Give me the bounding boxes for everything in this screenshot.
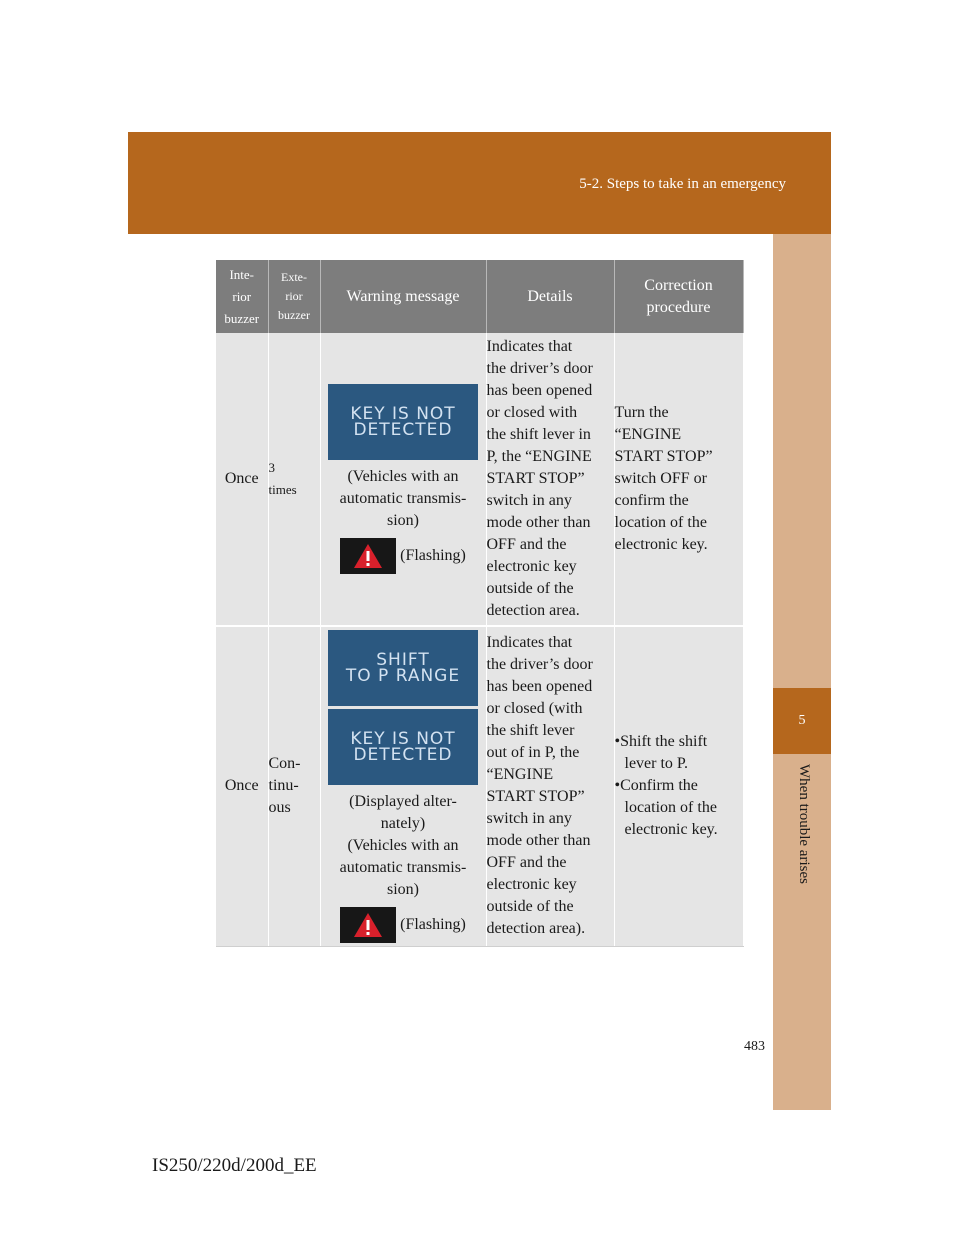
display-screen-key-not-detected [328,384,478,460]
header-line: procedure [646,298,711,316]
page-number: 483 [744,1039,765,1054]
vehicle-note [340,791,467,901]
detail-line: switch in any [486,492,572,509]
details-cell [486,626,614,946]
correction-line: “ENGINE [614,426,682,443]
header-warning-message: Warning message [320,260,486,333]
detail-line: outside of the [486,580,574,597]
screen-line: SHIFT [376,649,430,670]
warning-triangle-icon [340,538,396,574]
header-line: rior [285,289,303,303]
detail-line: electronic key [486,876,577,894]
detail-line: outside of the [486,898,574,916]
correction-cell [614,333,743,626]
header-line: Correction [644,276,713,294]
bullet-mark: • [614,733,621,751]
detail-line: detection area. [486,602,580,619]
correction-bullet-item [615,731,743,775]
detail-line: electronic key [486,558,577,575]
screen-line: TO P RANGE [345,665,461,686]
detail-line: has been opened [486,382,593,399]
note-line: automatic transmis- [339,858,467,876]
chapter-number[interactable]: 5 [773,688,831,754]
exterior-buzzer-cell [268,626,320,946]
note-line: automatic transmis- [339,490,467,507]
header-exterior-buzzer [268,260,320,333]
correction-line: location of the [624,799,717,817]
detail-line: the driver’s door [486,656,593,674]
header-line: buzzer [224,310,260,326]
detail-line: or closed with [486,404,578,421]
detail-line: OFF and the [486,854,567,872]
header-band [128,132,831,234]
header-line: Exte- [281,270,307,284]
details-cell [486,333,614,626]
detail-line: Indicates that [486,338,573,355]
warning-message-cell [320,626,486,946]
section-title: 5-2. Steps to take in an emergency [579,176,786,192]
bullet-mark: • [614,777,621,795]
correction-bullet-item [615,775,743,841]
exterior-buzzer-cell [268,333,320,626]
detail-line: the shift lever in [486,426,591,443]
header-line: buzzer [278,308,310,322]
display-screen-shift-to-p [328,630,478,706]
warning-table [216,260,744,947]
correction-line: Confirm the [620,777,698,795]
header-correction [614,260,743,333]
correction-line: electronic key. [624,821,718,839]
header-line: Inte- [229,266,255,282]
screen-line: KEY IS NOT [350,728,456,749]
correction-line: lever to P. [624,755,689,773]
interior-buzzer-cell: Once [216,626,268,946]
chapter-title: When trouble arises [796,764,812,884]
detail-line: the shift lever [486,722,575,740]
note-line: nately) [380,814,426,832]
warning-message-cell [320,333,486,626]
side-tab [773,234,831,1110]
detail-line: out of in P, the [486,744,580,762]
screen-line: DETECTED [353,744,453,765]
cell-line: ous [268,799,291,817]
correction-line: electronic key. [614,536,708,553]
note-line: (Vehicles with an [347,836,459,854]
interior-buzzer-cell: Once [216,333,268,626]
table-header-row [216,260,743,333]
correction-line: location of the [614,514,707,531]
note-line: sion) [386,880,419,898]
screen-line: DETECTED [353,420,453,440]
detail-line: Indicates that [486,634,573,652]
cell-line: 3 [268,460,275,475]
detail-line: mode other than [486,514,591,531]
detail-line: has been opened [486,678,593,696]
cell-line: tinu- [268,777,299,795]
flashing-label: (Flashing) [400,915,466,933]
correction-line: Shift the shift [620,733,708,751]
note-line: sion) [386,512,419,529]
detail-line: START STOP” [486,788,585,806]
detail-line: or closed (with [486,700,583,718]
detail-line: OFF and the [486,536,567,553]
warning-triangle-icon [340,907,396,943]
correction-line: Turn the [614,404,669,421]
table-row [216,626,743,946]
detail-line: START STOP” [486,470,585,487]
correction-line: confirm the [614,492,689,509]
detail-line: P, the “ENGINE [486,448,592,465]
cell-line: Con- [268,755,301,773]
header-interior-buzzer [216,260,268,333]
detail-line: the driver’s door [486,360,593,377]
note-line: (Displayed alter- [349,792,457,810]
detail-line: mode other than [486,832,591,850]
display-screen-key-not-detected [328,709,478,785]
footer-model: IS250/220d/200d_EE [152,1155,317,1176]
detail-line: switch in any [486,810,572,828]
detail-line: “ENGINE [486,766,554,784]
correction-cell [614,626,743,946]
table-row [216,333,743,626]
detail-line: detection area). [486,920,586,938]
header-details: Details [486,260,614,333]
correction-line: START STOP” [614,448,713,465]
flashing-label: (Flashing) [400,547,466,564]
header-line: rior [232,288,252,304]
cell-line: times [268,482,297,497]
correction-line: switch OFF or [614,470,707,487]
vehicle-note [340,466,467,532]
screen-line: KEY IS NOT [350,404,456,424]
note-line: (Vehicles with an [347,468,459,485]
